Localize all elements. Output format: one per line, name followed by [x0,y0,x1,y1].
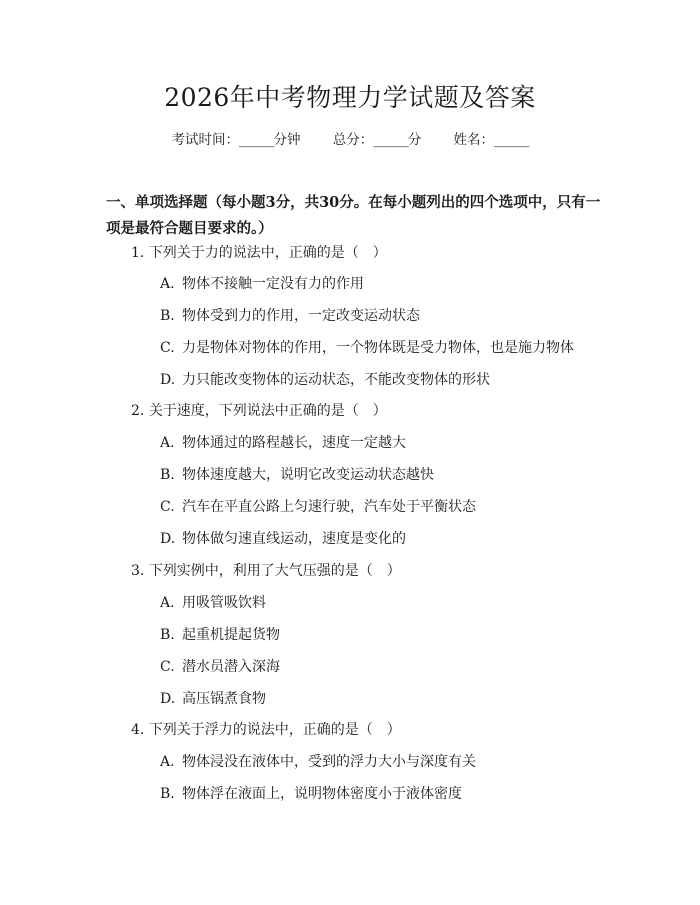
option-text: 用吸管吸饮料 [182,595,266,611]
option-text: 力只能改变物体的运动状态，不能改变物体的形状 [182,372,490,388]
total-score-blank: ______ [373,132,408,148]
option-label: B. [160,627,175,643]
option-label: B. [160,308,175,324]
question-3-option-a [160,593,266,613]
question-2-option-a [160,433,406,453]
option-text: 高压锅煮食物 [182,691,266,707]
option-label: D. [160,372,176,388]
question-4-option-b [160,784,462,804]
option-label: D. [160,691,176,707]
question-3-option-d [160,689,266,709]
exam-time-blank: ______ [238,132,274,148]
option-text: 物体速度越大，说明它改变运动状态越快 [182,467,434,483]
option-text: 物体不接触一定没有力的作用 [182,276,364,292]
option-text: 潜水员潜入深海 [182,659,280,675]
question-text: 关于速度，下列说法中正确的是（ ） [148,403,387,419]
option-label: C. [160,340,175,356]
option-label: B. [160,786,175,802]
question-2-option-d [160,529,406,549]
total-score-label: 总分： [332,132,374,148]
question-number: 1. [131,245,145,261]
question-2-option-b [160,465,434,485]
question-4-option-a [160,752,476,772]
option-text: 物体浸没在液体中，受到的浮力大小与深度有关 [182,754,476,770]
question-1-option-a [160,274,364,294]
option-text: 物体受到力的作用，一定改变运动状态 [182,308,420,324]
option-label: A. [160,595,175,611]
exam-time-label: 考试时间： [171,132,239,148]
question-number: 3. [131,563,145,579]
exam-info-line [0,130,700,150]
option-text: 物体做匀速直线运动，速度是变化的 [182,531,406,547]
page-title: 2026年中考物理力学试题及答案 [164,83,536,112]
option-label: C. [160,499,175,515]
question-text: 下列实例中，利用了大气压强的是（ ） [148,563,401,579]
option-label: A. [160,276,175,292]
option-text: 力是物体对物体的作用，一个物体既是受力物体，也是施力物体 [182,340,574,356]
question-2 [131,401,387,421]
question-text: 下列关于浮力的说法中，正确的是（ ） [148,722,401,738]
exam-time-unit: 分钟 [273,132,301,148]
option-text: 起重机提起货物 [182,627,280,643]
question-4 [131,720,401,740]
exam-time-field [171,130,300,150]
question-1-option-c [160,338,574,358]
total-score-unit: 分 [407,132,422,148]
question-number: 2. [131,403,145,419]
option-label: D. [160,531,176,547]
option-text: 物体通过的路程越长，速度一定越大 [182,435,406,451]
student-name-blank: ______ [494,132,529,148]
question-1 [131,243,387,263]
student-name-label: 姓名： [453,132,495,148]
total-score-field [333,130,422,150]
option-label: A. [160,435,175,451]
option-text: 物体浮在液面上，说明物体密度小于液体密度 [182,786,462,802]
option-label: A. [160,754,175,770]
question-1-option-d [160,370,490,390]
question-3 [131,561,401,581]
option-label: C. [160,659,175,675]
question-1-option-b [160,306,420,326]
option-label: B. [160,467,175,483]
section-heading: 一、单项选择题（每小题3分，共30分。在每小题列出的四个选项中，只有一项是最符合题目要求的。） [106,194,601,237]
question-2-option-c [160,497,476,517]
option-text: 汽车在平直公路上匀速行驶，汽车处于平衡状态 [182,499,476,515]
question-text: 下列关于力的说法中，正确的是（ ） [148,245,387,261]
question-3-option-b [160,625,280,645]
question-number: 4. [131,722,145,738]
student-name-field [454,130,529,150]
question-3-option-c [160,657,280,677]
